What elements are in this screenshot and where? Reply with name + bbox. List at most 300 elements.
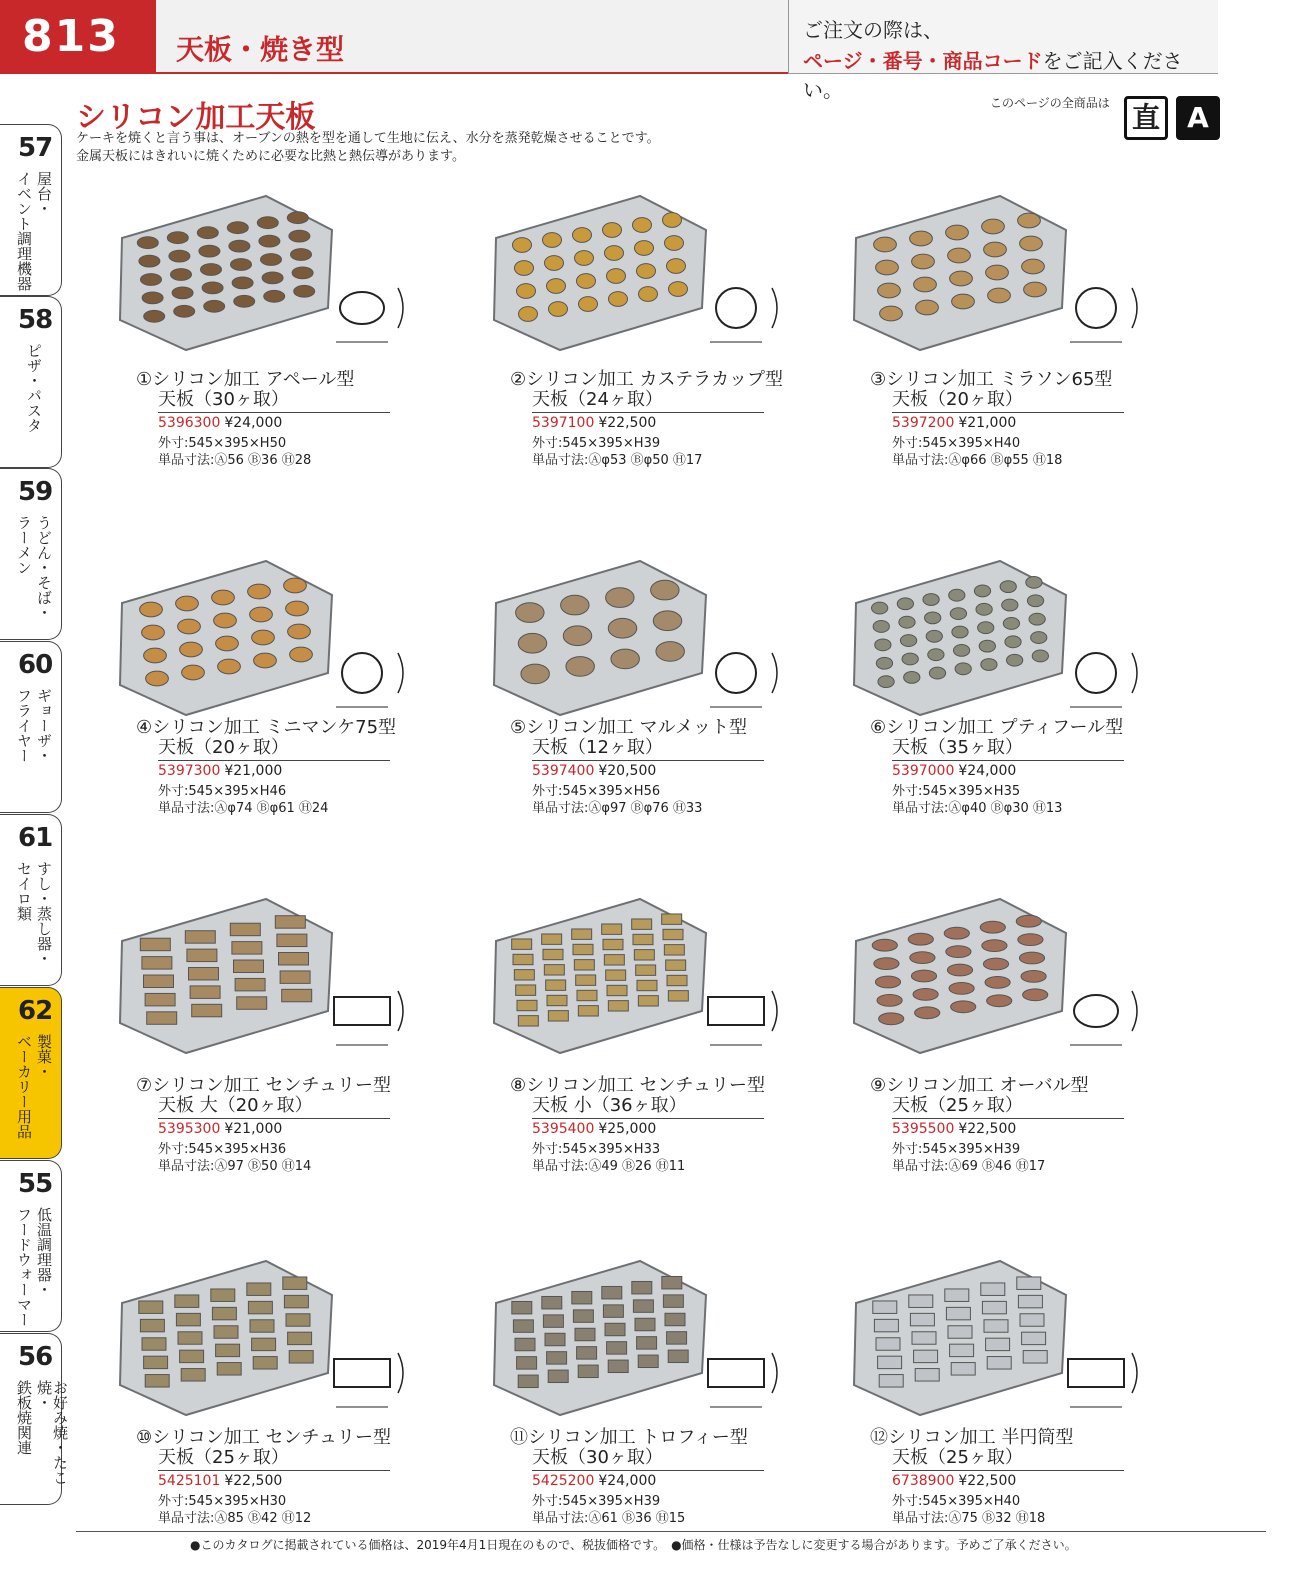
tray-cavity xyxy=(577,990,597,1000)
side-tab-label: 屋台・ xyxy=(35,171,53,216)
dimension-diagram xyxy=(716,653,756,693)
tray-cavity xyxy=(519,307,538,322)
tray-cavity xyxy=(662,914,682,924)
product-rule xyxy=(532,760,764,761)
tray-cavity xyxy=(248,1301,272,1313)
side-tab-label: うどん・そば・ xyxy=(35,515,53,620)
tray-cavity xyxy=(289,1351,313,1363)
tray-cavity xyxy=(1005,636,1021,648)
tray-cavity xyxy=(543,1315,563,1327)
product-name xyxy=(870,370,1112,410)
tray-cavity xyxy=(573,1310,593,1322)
tray-cavity xyxy=(909,1295,933,1307)
product-name-line2: 天板（30ヶ取） xyxy=(532,1447,663,1468)
tray-cavity xyxy=(946,946,971,958)
tray-cavity xyxy=(946,1307,970,1319)
tray-cavity xyxy=(543,233,562,248)
intro-line-1: ケーキを焼くと言う事は、オーブンの熱を型を通して生地に伝え、水分を蒸発乾燥させることです。 xyxy=(76,131,660,146)
tray-cavity xyxy=(514,970,534,980)
tray-cavity xyxy=(180,1350,204,1362)
product-name-line1: ⑪シリコン加工 トロフィー型 xyxy=(510,1427,748,1448)
tray-cavity xyxy=(603,1305,623,1317)
tray-cavity xyxy=(178,1332,202,1344)
side-tab-label: ギョーザ・ xyxy=(35,688,53,763)
tray-cavity xyxy=(573,228,592,243)
section-title: 天板・焼き型 xyxy=(176,33,345,66)
tray-cavity xyxy=(140,938,170,950)
tray-cavity xyxy=(607,1342,627,1354)
tray-cavity xyxy=(231,259,252,271)
tray-cavity xyxy=(247,1283,271,1295)
tray-cavity xyxy=(953,644,969,656)
tray-cavity xyxy=(232,277,253,289)
product-price: ¥24,000 xyxy=(958,763,1017,779)
tray-cavity xyxy=(144,1356,168,1368)
tray-cavity xyxy=(663,1295,683,1307)
tray-cavity xyxy=(216,1344,240,1356)
product-unit-size: 単品寸法:Ⓐφ40 Ⓑφ30 Ⓗ13 xyxy=(892,801,1063,816)
tray-cavity xyxy=(217,1363,241,1375)
tray-cavity xyxy=(988,288,1011,303)
tray-cavity xyxy=(900,635,916,647)
dimension-diagram xyxy=(708,997,764,1025)
tray-cavity xyxy=(516,603,545,623)
tray-cavity xyxy=(235,978,265,990)
product-name-line1: ⑨シリコン加工 オーバル型 xyxy=(870,1075,1089,1096)
tray-cavity xyxy=(262,272,283,284)
tray-cavity xyxy=(606,588,635,608)
tray-cavity xyxy=(546,980,566,990)
tray-cavity xyxy=(214,613,237,628)
product-name-line1: ⑩シリコン加工 センチュリー型 xyxy=(136,1427,391,1448)
tray-cavity xyxy=(982,940,1007,952)
tray-cavity xyxy=(167,232,188,244)
product-tray-image xyxy=(850,190,1150,365)
tray-cavity xyxy=(986,265,1009,280)
tray-cavity xyxy=(976,603,992,615)
dimension-diagram xyxy=(708,1359,764,1387)
product-code: 5395500 xyxy=(892,1121,955,1137)
tray-cavity xyxy=(986,1338,1010,1350)
tray-cavity xyxy=(142,1338,166,1350)
side-tab-label: イベント調理機器 xyxy=(15,171,33,291)
product-unit-size: 単品寸法:Ⓐ85 Ⓑ42 Ⓗ12 xyxy=(158,1511,312,1526)
tray-cavity xyxy=(140,1319,164,1331)
tray-cavity xyxy=(632,1281,652,1293)
tray-cavity xyxy=(292,267,313,279)
tray-cavity xyxy=(1023,1351,1047,1363)
tray-cavity xyxy=(666,960,686,970)
tray-cavity xyxy=(139,1301,163,1313)
side-tab-56[interactable] xyxy=(0,1333,69,1505)
tray-cavity xyxy=(912,1332,936,1344)
dimension-diagram xyxy=(1076,653,1116,693)
tray-cavity xyxy=(578,1006,598,1016)
tray-cavity xyxy=(212,590,235,605)
product-name xyxy=(870,718,1123,758)
tray-cavity xyxy=(257,217,278,229)
tray-cavity xyxy=(275,916,305,928)
product-outer-size: 外寸:545×395×H56 xyxy=(532,784,661,799)
tray-cavity xyxy=(665,236,684,251)
side-tab-number: 56 xyxy=(18,1342,53,1372)
dimension-bracket xyxy=(398,991,403,1031)
tray-cavity xyxy=(878,283,901,298)
tray-cavity xyxy=(951,1363,975,1375)
tray-cavity xyxy=(984,242,1007,257)
product-code-price xyxy=(892,1121,1016,1137)
product-code-price xyxy=(532,763,656,779)
tray-cavity xyxy=(1018,213,1041,228)
tray-cavity xyxy=(987,1357,1011,1369)
tray-cavity xyxy=(137,237,158,249)
tray-cavity xyxy=(1018,934,1043,946)
product-outer-size: 外寸:545×395×H39 xyxy=(892,1142,1021,1157)
tray-cavity xyxy=(517,284,536,299)
tray-cavity xyxy=(144,310,165,322)
tray-cavity xyxy=(172,287,193,299)
tray-cavity xyxy=(237,997,267,1009)
tray-cavity xyxy=(897,598,913,610)
tray-cavity xyxy=(653,611,682,631)
tray-cavity xyxy=(1031,632,1047,644)
tray-cavity xyxy=(925,612,941,624)
product-name xyxy=(510,718,747,758)
product-code-price xyxy=(532,415,656,431)
tray-cavity xyxy=(1002,599,1018,611)
tray-cavity xyxy=(566,657,595,677)
product-code-price xyxy=(158,763,282,779)
tray-cavity xyxy=(926,630,942,642)
product-name xyxy=(870,1076,1089,1116)
tray-cavity xyxy=(513,238,532,253)
product-rule xyxy=(158,1118,390,1119)
product-outer-size: 外寸:545×395×H46 xyxy=(158,784,287,799)
product-rule xyxy=(158,1470,390,1471)
tray-cavity xyxy=(578,1365,598,1377)
tray-cavity xyxy=(608,618,637,638)
side-tab-number: 60 xyxy=(18,650,53,680)
product-name-line1: ④シリコン加工 ミニマンケ75型 xyxy=(136,717,397,738)
product-tray-image xyxy=(490,893,790,1068)
dimension-bracket xyxy=(1132,288,1137,328)
side-tab-62[interactable] xyxy=(0,987,62,1159)
tray-cavity xyxy=(521,664,550,684)
tray-cavity xyxy=(913,988,938,1000)
tray-cavity xyxy=(547,1352,567,1364)
tray-cavity xyxy=(1026,576,1042,588)
tray-cavity xyxy=(656,642,685,662)
product-outer-size: 外寸:545×395×H30 xyxy=(158,1494,287,1509)
tray-cavity xyxy=(515,1338,535,1350)
tray-cavity xyxy=(603,223,622,238)
tray-cavity xyxy=(199,245,220,257)
footer-rule xyxy=(76,1531,1266,1532)
side-tab-57[interactable] xyxy=(0,124,62,296)
tray-cavity xyxy=(950,608,966,620)
product-rule xyxy=(532,412,764,413)
order-note-rest: をご記入ください。 xyxy=(803,49,1183,102)
tray-cavity xyxy=(632,919,652,929)
tray-cavity xyxy=(1024,282,1047,297)
product-unit-size: 単品寸法:Ⓐφ66 Ⓑφ55 Ⓗ18 xyxy=(892,453,1063,468)
side-tab-58[interactable] xyxy=(0,296,62,468)
tray-cavity xyxy=(253,1357,277,1369)
product-name-line2: 天板 大（20ヶ取） xyxy=(158,1095,313,1116)
side-tab-59[interactable] xyxy=(0,468,62,640)
product-code-price xyxy=(158,415,282,431)
product-name-line1: ①シリコン加工 アペール型 xyxy=(136,369,355,390)
tray-cavity xyxy=(1023,989,1048,1001)
tray-cavity xyxy=(140,602,163,617)
tray-cavity xyxy=(916,300,939,315)
tray-cavity xyxy=(668,1350,688,1362)
tray-cavity xyxy=(218,659,241,674)
tray-cavity xyxy=(518,1016,538,1026)
product-name-line2: 天板（20ヶ取） xyxy=(892,389,1023,410)
tray-cavity xyxy=(1020,1314,1044,1326)
product-unit-size: 単品寸法:Ⓐ56 Ⓑ36 Ⓗ28 xyxy=(158,453,312,468)
product-name xyxy=(870,1428,1073,1468)
dimension-bracket xyxy=(398,653,403,693)
tray-cavity xyxy=(512,939,532,949)
tray-cavity xyxy=(176,1313,200,1325)
tray-cavity xyxy=(252,1338,276,1350)
product-code-price xyxy=(532,1121,656,1137)
tray-cavity xyxy=(282,989,312,1001)
dimension-diagram xyxy=(1076,288,1116,328)
product-price: ¥21,000 xyxy=(224,763,283,779)
tray-cavity xyxy=(545,1333,565,1345)
tray-cavity xyxy=(294,285,315,297)
tray-cavity xyxy=(211,1289,235,1301)
product-tray-image xyxy=(116,1255,416,1430)
order-note xyxy=(788,0,1218,102)
product-unit-size: 単品寸法:Ⓐφ53 Ⓑφ50 Ⓗ17 xyxy=(532,453,703,468)
tray-cavity xyxy=(289,230,310,242)
tray-cavity xyxy=(286,1314,310,1326)
tray-cavity xyxy=(664,945,684,955)
tray-cavity xyxy=(579,297,598,312)
tray-cavity xyxy=(141,274,162,286)
tray-cavity xyxy=(982,1301,1006,1313)
tray-cavity xyxy=(634,950,654,960)
tray-cavity xyxy=(910,952,935,964)
dimension-bracket xyxy=(1132,991,1137,1031)
product-outer-size: 外寸:545×395×H40 xyxy=(892,1494,1021,1509)
product-price: ¥21,000 xyxy=(958,415,1017,431)
side-tab-60[interactable] xyxy=(0,641,62,813)
tray-cavity xyxy=(277,934,307,946)
product-name-line2: 天板（25ヶ取） xyxy=(158,1447,289,1468)
tray-cavity xyxy=(635,241,654,256)
product-rule xyxy=(892,1118,1124,1119)
tray-cavity xyxy=(1027,595,1043,607)
product-name-line2: 天板（25ヶ取） xyxy=(892,1095,1023,1116)
tray-cavity xyxy=(197,227,218,239)
side-tab-55[interactable] xyxy=(0,1160,62,1332)
tray-cavity xyxy=(139,255,160,267)
tray-cavity xyxy=(665,1313,685,1325)
page-number: 813 xyxy=(0,0,156,74)
tray-cavity xyxy=(639,287,658,302)
tray-cavity xyxy=(944,927,969,939)
tray-cavity xyxy=(171,269,192,281)
product-name xyxy=(136,1076,391,1116)
tray-cavity xyxy=(633,934,653,944)
tray-cavity xyxy=(667,259,686,274)
tray-cavity xyxy=(201,264,222,276)
tray-cavity xyxy=(879,1375,903,1387)
product-price: ¥20,500 xyxy=(598,763,657,779)
side-tab-label: フードウォーマー xyxy=(15,1207,33,1327)
tray-cavity xyxy=(604,955,624,965)
side-tab-number: 57 xyxy=(18,133,53,163)
tray-cavity xyxy=(576,975,596,985)
tray-cavity xyxy=(873,1301,897,1313)
tray-cavity xyxy=(563,626,592,646)
dimension-diagram xyxy=(716,288,756,328)
tray-cavity xyxy=(878,676,894,688)
tray-cavity xyxy=(955,663,971,675)
product-rule xyxy=(892,412,1124,413)
tray-cavity xyxy=(947,964,972,976)
tray-cavity xyxy=(175,1295,199,1307)
tray-cavity xyxy=(513,954,533,964)
tray-cavity xyxy=(264,290,285,302)
product-name-line2: 天板（24ヶ取） xyxy=(532,389,663,410)
tray-cavity xyxy=(663,929,683,939)
tray-cavity xyxy=(950,271,973,286)
tray-cavity xyxy=(602,1286,622,1298)
tray-cavity xyxy=(605,1323,625,1335)
product-outer-size: 外寸:545×395×H40 xyxy=(892,436,1021,451)
product-name xyxy=(510,370,783,410)
tray-cavity xyxy=(952,294,975,309)
order-note-line1: ご注文の際は、 xyxy=(803,18,943,42)
product-unit-size: 単品寸法:Ⓐ97 Ⓑ50 Ⓗ14 xyxy=(158,1159,312,1174)
side-tab-label: ベーカリー用品 xyxy=(15,1034,33,1139)
product-code: 5395300 xyxy=(158,1121,221,1137)
tray-cavity xyxy=(876,1338,900,1350)
tray-cavity xyxy=(637,264,656,279)
product-name-line2: 天板 小（36ヶ取） xyxy=(532,1095,687,1116)
product-name xyxy=(136,370,354,410)
tray-cavity xyxy=(174,305,195,317)
tray-cavity xyxy=(928,649,944,661)
product-outer-size: 外寸:545×395×H36 xyxy=(158,1142,287,1157)
tray-cavity xyxy=(603,939,623,949)
dimension-bracket xyxy=(772,991,777,1031)
tray-cavity xyxy=(607,269,626,284)
tray-cavity xyxy=(638,996,658,1006)
tray-cavity xyxy=(145,1375,169,1387)
footer-note: ●このカタログに掲載されている価格は、2019年4月1日現在のもので、税抜価格です。 ●価格・仕様は予告なしに変更する場合があります。予めご了承ください。 xyxy=(190,1538,1077,1552)
direct-delivery-icon: 直 xyxy=(1124,96,1168,140)
tray-cavity xyxy=(284,1295,308,1307)
product-name-line2: 天板（30ヶ取） xyxy=(158,389,289,410)
product-rule xyxy=(532,1118,764,1119)
dimension-bracket xyxy=(1132,1353,1137,1393)
tray-cavity xyxy=(1016,915,1041,927)
side-tab-label: ピザ・パスタ xyxy=(25,343,43,433)
tray-cavity xyxy=(667,975,687,985)
a-delivery-icon: A xyxy=(1176,96,1220,140)
product-price: ¥25,000 xyxy=(598,1121,657,1137)
side-tab-label: 鉄板焼関連 xyxy=(15,1380,33,1455)
tray-cavity xyxy=(517,1000,537,1010)
product-code-price xyxy=(892,415,1016,431)
product-name-line1: ⑧シリコン加工 センチュリー型 xyxy=(510,1075,765,1096)
tray-cavity xyxy=(290,647,313,662)
side-tab-number: 58 xyxy=(18,305,53,335)
dimension-bracket xyxy=(772,653,777,693)
tray-cavity xyxy=(1003,618,1019,630)
product-outer-size: 外寸:545×395×H39 xyxy=(532,1494,661,1509)
tray-cavity xyxy=(189,968,219,980)
product-rule xyxy=(158,760,390,761)
tray-cavity xyxy=(902,653,918,665)
tray-cavity xyxy=(987,995,1012,1007)
tray-cavity xyxy=(575,251,594,266)
tray-cavity xyxy=(232,942,262,954)
tray-cavity xyxy=(178,619,201,634)
tray-cavity xyxy=(1006,654,1022,666)
side-tab-number: 59 xyxy=(18,477,53,507)
tray-cavity xyxy=(638,1355,658,1367)
product-name-line1: ⑫シリコン加工 半円筒型 xyxy=(870,1427,1074,1448)
product-outer-size: 外寸:545×395×H33 xyxy=(532,1142,661,1157)
product-code: 5395400 xyxy=(532,1121,595,1137)
tray-cavity xyxy=(542,934,562,944)
tray-cavity xyxy=(982,219,1005,234)
product-unit-size: 単品寸法:Ⓐ75 Ⓑ32 Ⓗ18 xyxy=(892,1511,1046,1526)
tray-cavity xyxy=(577,1347,597,1359)
tray-cavity xyxy=(144,975,174,987)
tray-cavity xyxy=(543,949,563,959)
tray-cavity xyxy=(910,231,933,246)
product-tray-image xyxy=(850,1255,1150,1430)
tray-cavity xyxy=(144,648,167,663)
product-tray-image xyxy=(490,1255,790,1430)
tray-cavity xyxy=(1021,970,1046,982)
tray-cavity xyxy=(548,1011,568,1021)
tray-cavity xyxy=(547,279,566,294)
tray-cavity xyxy=(950,1344,974,1356)
tray-cavity xyxy=(611,649,640,669)
intro-text xyxy=(76,130,660,166)
product-price: ¥22,500 xyxy=(958,1121,1017,1137)
dimension-diagram xyxy=(1074,995,1118,1027)
tray-cavity xyxy=(212,1307,236,1319)
product-tray-image xyxy=(116,893,416,1068)
dimension-bracket xyxy=(398,288,403,328)
tray-cavity xyxy=(633,218,652,233)
product-tray-image xyxy=(850,555,1150,730)
tray-cavity xyxy=(911,970,936,982)
product-code: 5397200 xyxy=(892,415,955,431)
tray-cavity xyxy=(575,1328,595,1340)
tray-cavity xyxy=(516,985,536,995)
tray-cavity xyxy=(517,1357,537,1369)
side-tab-61[interactable] xyxy=(0,814,62,986)
product-rule xyxy=(892,760,1124,761)
tray-cavity xyxy=(608,1360,628,1372)
tray-cavity xyxy=(912,254,935,269)
tray-cavity xyxy=(181,1369,205,1381)
tray-cavity xyxy=(608,1001,628,1011)
product-name xyxy=(510,1076,765,1116)
